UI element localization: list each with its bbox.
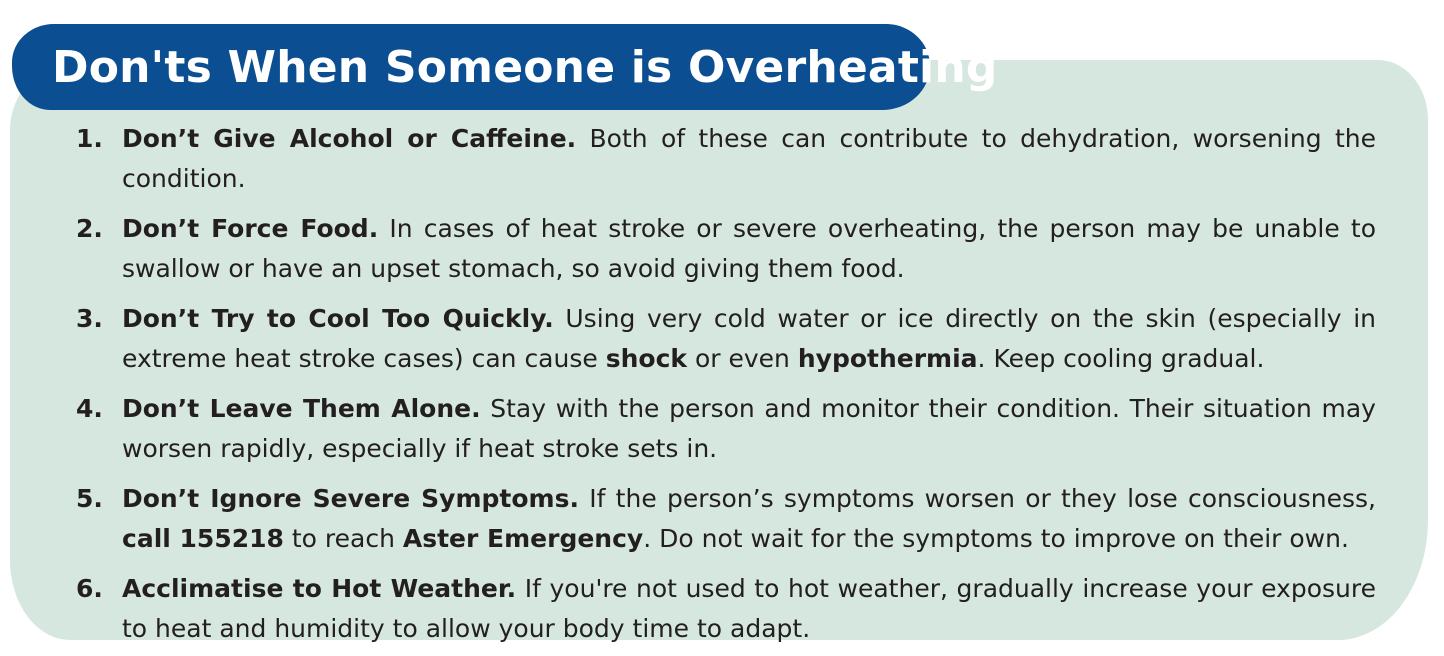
item-heading: Don’t Force Food. [122, 214, 379, 243]
item-heading: Don’t Ignore Severe Symptoms. [122, 484, 579, 513]
list-item [76, 389, 1376, 469]
item-emphasis: Aster Emergency [402, 524, 644, 553]
item-text: Both of these can contribute to dehydration, worsening the condition. [122, 124, 1376, 193]
item-text: or even [687, 344, 798, 373]
item-number: 6. [76, 574, 103, 603]
item-text: to reach [283, 524, 403, 553]
list-item [76, 479, 1376, 559]
item-text: In cases of heat stroke or severe overheating, the person may be unable to swallow or have an upset stomach, so avoid giving them food. [122, 214, 1376, 283]
item-number: 5. [76, 484, 103, 513]
item-heading: Don’t Leave Them Alone. [122, 394, 481, 423]
list-item [76, 299, 1376, 379]
donts-list [76, 119, 1376, 656]
item-text: Using very cold water or ice directly on the skin (especially in extreme heat stroke cases) can cause [122, 304, 1376, 373]
item-text: . Keep cooling gradual. [977, 344, 1265, 373]
item-heading: Don’t Give Alcohol or Caffeine. [122, 124, 577, 153]
item-number: 1. [76, 124, 103, 153]
list-item [76, 569, 1376, 649]
item-number: 2. [76, 214, 103, 243]
item-text: Stay with the person and monitor their condition. Their situation may worsen rapidly, especially if heat stroke sets in. [122, 394, 1376, 463]
list-item [76, 209, 1376, 289]
title-banner [12, 24, 998, 110]
item-heading: Don’t Try to Cool Too Quickly. [122, 304, 554, 333]
item-emphasis: hypothermia [797, 344, 978, 373]
list-item [76, 119, 1376, 199]
item-emphasis: call 155218 [122, 524, 284, 553]
page-title: Don'ts When Someone is Overheating [52, 41, 998, 93]
item-number: 3. [76, 304, 103, 333]
item-emphasis: shock [605, 344, 688, 373]
item-number: 4. [76, 394, 103, 423]
item-heading: Acclimatise to Hot Weather. [122, 574, 517, 603]
item-text: If you're not used to hot weather, gradually increase your exposure to heat and humidity to allow your body time to adapt. [122, 574, 1376, 643]
item-text: If the person’s symptoms worsen or they lose consciousness, [578, 484, 1376, 513]
item-text: . Do not wait for the symptoms to improve on their own. [643, 524, 1349, 553]
